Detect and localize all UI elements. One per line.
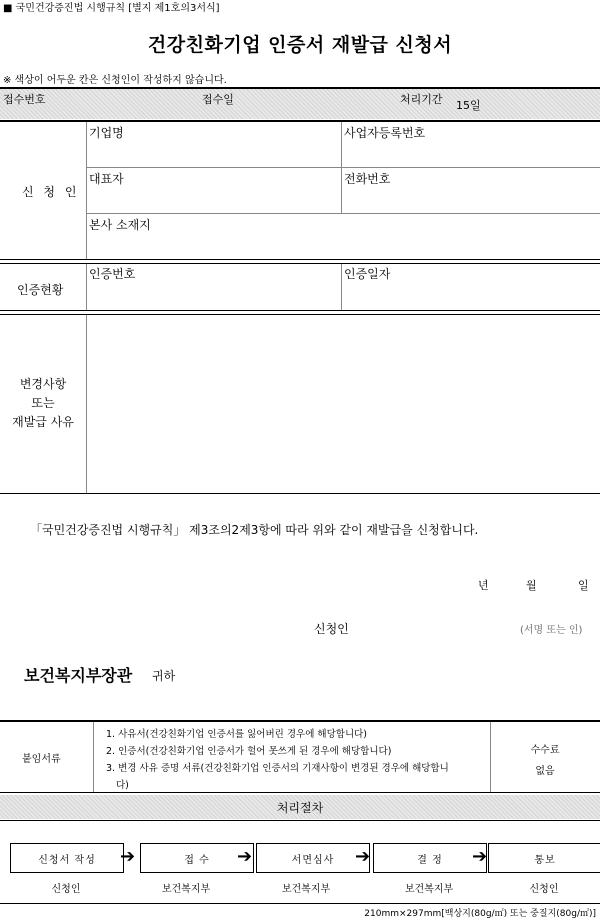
processing-period-value: 15일 [456, 99, 481, 112]
date-year-label: 년 [478, 579, 489, 592]
procedure-step-5-actor: 신청인 [529, 884, 559, 895]
arrow-right-icon: ➔ [120, 846, 136, 867]
procedure-step-1-actor: 신청인 [51, 884, 81, 895]
attachments-label: 붙임서류 [22, 754, 61, 765]
application-statement: 「국민건강증진법 시행규칙」 제3조의2제3항에 따라 위와 같이 재발급을 신청합니다. [30, 523, 479, 537]
receipt-number-label: 접수번호 [3, 93, 46, 106]
procedure-step-2-box: 접 수 [140, 843, 254, 873]
receipt-date-label: 접수일 [202, 93, 234, 106]
business-registration-label: 사업자등록번호 [344, 126, 426, 140]
paper-spec-footer: 210mm×297mm[백상지(80g/㎡) 또는 중질지(80g/㎡)] [364, 909, 596, 919]
addressee-suffix: 귀하 [152, 669, 176, 683]
reason-section-label [0, 375, 86, 432]
attachment-item-2: 2. 인증서(건강친화기업 인증서가 헐어 못쓰게 된 경우에 해당합니다) [106, 746, 392, 757]
page-title: 건강친화기업 인증서 재발급 신청서 [147, 34, 453, 56]
attachment-item-3: 3. 변경 사유 증명 서류(건강친화기업 인증서의 기재사항이 변경된 경우에 해당합니 [106, 763, 449, 774]
applicant-section-label: 신 청 인 [22, 185, 80, 199]
notice-text: ※ 색상이 어두운 칸은 신청인이 작성하지 않습니다. [3, 75, 227, 86]
addressee-name: 보건복지부장관 [24, 666, 133, 685]
reason-label-line2: 또는 [31, 396, 55, 410]
arrow-right-icon: ➔ [355, 846, 371, 867]
processing-period-label: 처리기간 [400, 93, 443, 106]
phone-number-label: 전화번호 [344, 172, 391, 186]
procedure-step-5-box: 통보 [488, 843, 600, 873]
form-reference: ■ 국민건강증진법 시행규칙 [별지 제1호의3서식] [3, 3, 220, 14]
procedure-step-3-box: 서면심사 [256, 843, 370, 873]
attachment-item-1: 1. 사유서(건강친화기업 인증서를 잃어버린 경우에 해당합니다) [106, 729, 368, 740]
signature-hint: (서명 또는 인) [520, 625, 583, 636]
certification-date-label: 인증일자 [344, 267, 391, 281]
company-name-label: 기업명 [89, 126, 124, 140]
fee-value: 없음 [535, 766, 555, 777]
date-month-label: 월 [526, 579, 537, 592]
representative-label: 대표자 [89, 172, 124, 186]
procedure-step-2-actor: 보건복지부 [161, 884, 211, 895]
procedure-step-3-actor: 보건복지부 [281, 884, 331, 895]
fee-label: 수수료 [530, 745, 560, 756]
reason-label-line1: 변경사항 [19, 377, 67, 391]
attachments-list [106, 726, 449, 794]
receipt-row [0, 89, 600, 119]
certification-number-label: 인증번호 [89, 267, 136, 281]
attachment-item-3-cont: 다) [116, 780, 129, 791]
certification-section-label: 인증현황 [17, 283, 64, 297]
procedure-title: 처리절차 [276, 801, 324, 815]
arrow-right-icon: ➔ [472, 846, 488, 867]
procedure-step-4-actor: 보건복지부 [404, 884, 454, 895]
arrow-right-icon: ➔ [237, 846, 253, 867]
procedure-step-1-box: 신청서 작성 [10, 843, 124, 873]
head-office-address-label: 본사 소재지 [89, 218, 151, 232]
date-day-label: 일 [578, 579, 589, 592]
signature-applicant-label: 신청인 [314, 622, 349, 636]
procedure-step-4-box: 결 정 [373, 843, 487, 873]
reason-label-line3: 재발급 사유 [12, 415, 74, 429]
